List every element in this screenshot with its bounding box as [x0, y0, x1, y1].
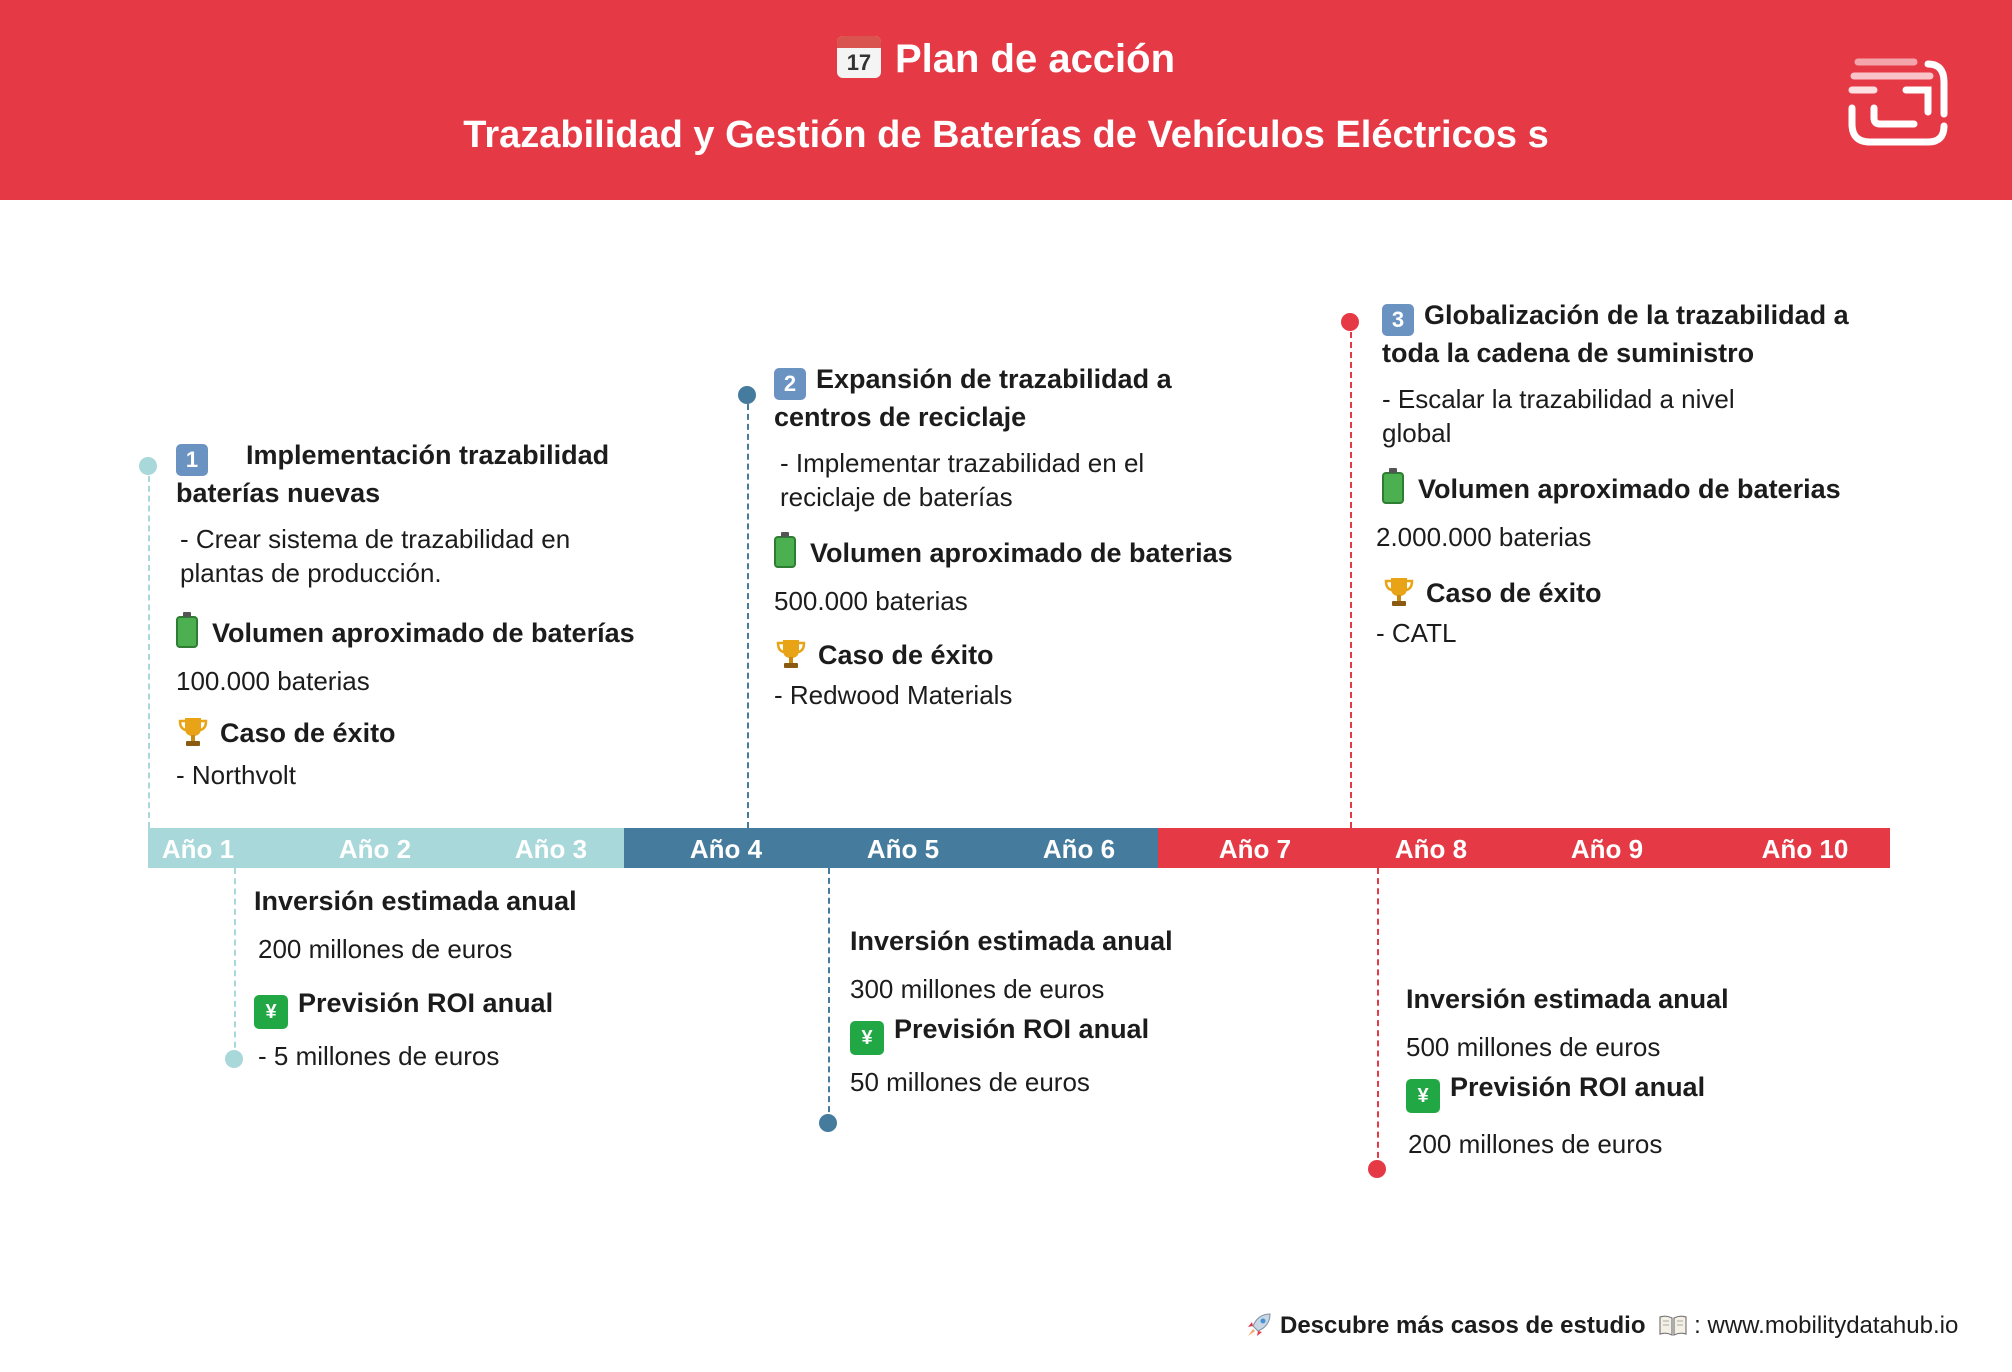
phase1-marker-bottom — [225, 1050, 243, 1068]
footer — [1244, 1310, 1958, 1340]
phase3-success-value: - CATL — [1376, 618, 1457, 648]
phase3-title — [1382, 298, 1892, 370]
page-subtitle: Trazabilidad y Gestión de Baterías de Vehículos Eléctricos s — [463, 114, 1549, 156]
phase1-success-heading: Caso de éxito — [176, 714, 696, 750]
phase2-success-value: - Redwood Materials — [774, 680, 1013, 710]
phase1-volume-value: 100.000 baterias — [176, 666, 370, 696]
phase1-details — [176, 438, 696, 792]
keycap-two-icon: 2 — [774, 368, 806, 400]
footer-url-link[interactable]: www.mobilitydatahub.io — [1707, 1312, 1959, 1339]
phase2-success-heading: Caso de éxito — [774, 636, 1314, 672]
phase1-marker-top — [139, 457, 157, 475]
phase1-title-text: Implementación trazabilidad baterías nuevas — [176, 440, 610, 508]
footer-cta: Descubre más casos de estudio — [1280, 1312, 1646, 1339]
phase1-investment-heading: Inversión estimada anual — [254, 886, 577, 916]
phase2-title — [774, 362, 1234, 434]
phase2-description: - Implementar trazabilidad en el reciclaje de baterías — [780, 448, 1145, 512]
phase1-description: - Crear sistema de trazabilidad en plantas de producción. — [180, 524, 571, 588]
open-book-icon — [1658, 1313, 1688, 1337]
phase1-roi-heading: ¥ Previsión ROI anual — [254, 986, 714, 1029]
timeline-year-label: Año 6 — [1042, 834, 1116, 864]
chart-increasing-yen-icon: ¥ — [850, 1021, 884, 1055]
phase3-description: - Escalar la trazabilidad a nivel global — [1382, 384, 1735, 448]
chart-increasing-yen-icon: ¥ — [1406, 1079, 1440, 1113]
phase3-investment-heading: Inversión estimada anual — [1406, 984, 1729, 1014]
rocket-icon — [1244, 1310, 1274, 1340]
phase2-details — [774, 362, 1314, 712]
trophy-icon — [1382, 574, 1416, 608]
timeline-year-label: Año 5 — [866, 834, 940, 864]
phase1-volume-heading: Volumen aproximado de baterías — [176, 616, 696, 650]
phase1-roi-value: - 5 millones de euros — [258, 1041, 500, 1071]
phase2-title-text: Expansión de trazabilidad a centros de reciclaje — [774, 364, 1172, 432]
phase1-title — [176, 438, 696, 510]
footer-separator: : — [1694, 1312, 1701, 1339]
battery-icon — [1382, 472, 1404, 504]
trophy-icon — [176, 714, 210, 748]
header-banner — [0, 0, 2012, 200]
timeline-year-label: Año 10 — [1761, 834, 1849, 864]
phase1-success-value: - Northvolt — [176, 760, 296, 790]
phase3-investment-value: 500 millones de euros — [1406, 1032, 1661, 1062]
timeline-year-label: Año 2 — [338, 834, 412, 864]
phase3-connector-bottom — [1377, 868, 1379, 1168]
phase3-connector-top — [1350, 322, 1352, 828]
phase2-investment-heading: Inversión estimada anual — [850, 926, 1173, 956]
timeline-year-label: Año 4 — [689, 834, 763, 864]
trophy-icon — [774, 636, 808, 670]
phase3-title-text: Globalización de la trazabilidad a toda la cadena de suministro — [1382, 300, 1849, 368]
brand-logo-icon — [1844, 48, 1954, 154]
phase2-marker-top — [738, 386, 756, 404]
phase2-roi-value: 50 millones de euros — [850, 1067, 1090, 1097]
phase2-connector-bottom — [828, 868, 830, 1122]
phase3-financials — [1406, 982, 1866, 1161]
keycap-three-icon: 3 — [1382, 304, 1414, 336]
timeline-year-label: Año 9 — [1570, 834, 1644, 864]
phase3-success-heading: Caso de éxito — [1382, 574, 1902, 610]
phase1-connector-bottom — [234, 868, 236, 1058]
phase2-roi-heading: ¥ Previsión ROI anual — [850, 1012, 1310, 1055]
phase3-roi-heading: ¥ Previsión ROI anual — [1406, 1070, 1866, 1113]
keycap-one-icon: 1 — [176, 444, 208, 476]
battery-icon — [774, 536, 796, 568]
phase2-volume-heading: Volumen aproximado de baterias — [774, 536, 1314, 570]
timeline-year-label: Año 8 — [1394, 834, 1468, 864]
phase2-marker-bottom — [819, 1114, 837, 1132]
timeline-year-label: Año 7 — [1218, 834, 1292, 864]
phase1-investment-value: 200 millones de euros — [258, 934, 513, 964]
page-title — [0, 36, 2012, 82]
phase2-investment-value: 300 millones de euros — [850, 974, 1105, 1004]
phase2-connector-top — [747, 394, 749, 828]
phase2-financials — [850, 924, 1310, 1099]
timeline-year-label: Año 1 — [161, 834, 235, 864]
phase3-marker-bottom — [1368, 1160, 1386, 1178]
chart-increasing-yen-icon: ¥ — [254, 995, 288, 1029]
page-title-text: Plan de acción — [894, 37, 1176, 81]
timeline-year-label: Año 3 — [514, 834, 588, 864]
phase2-volume-value: 500.000 baterias — [774, 586, 968, 616]
phase1-connector-top — [148, 466, 150, 828]
phase1-financials — [254, 884, 714, 1073]
timeline-bar — [148, 828, 1890, 868]
phase3-volume-heading: Volumen aproximado de baterias — [1382, 472, 1902, 506]
phase3-roi-value: 200 millones de euros — [1408, 1129, 1663, 1159]
phase3-details — [1376, 298, 1902, 650]
battery-icon — [176, 616, 198, 648]
phase3-marker-top — [1341, 313, 1359, 331]
phase3-volume-value: 2.000.000 baterias — [1376, 522, 1592, 552]
calendar-icon: 17 — [837, 36, 881, 78]
